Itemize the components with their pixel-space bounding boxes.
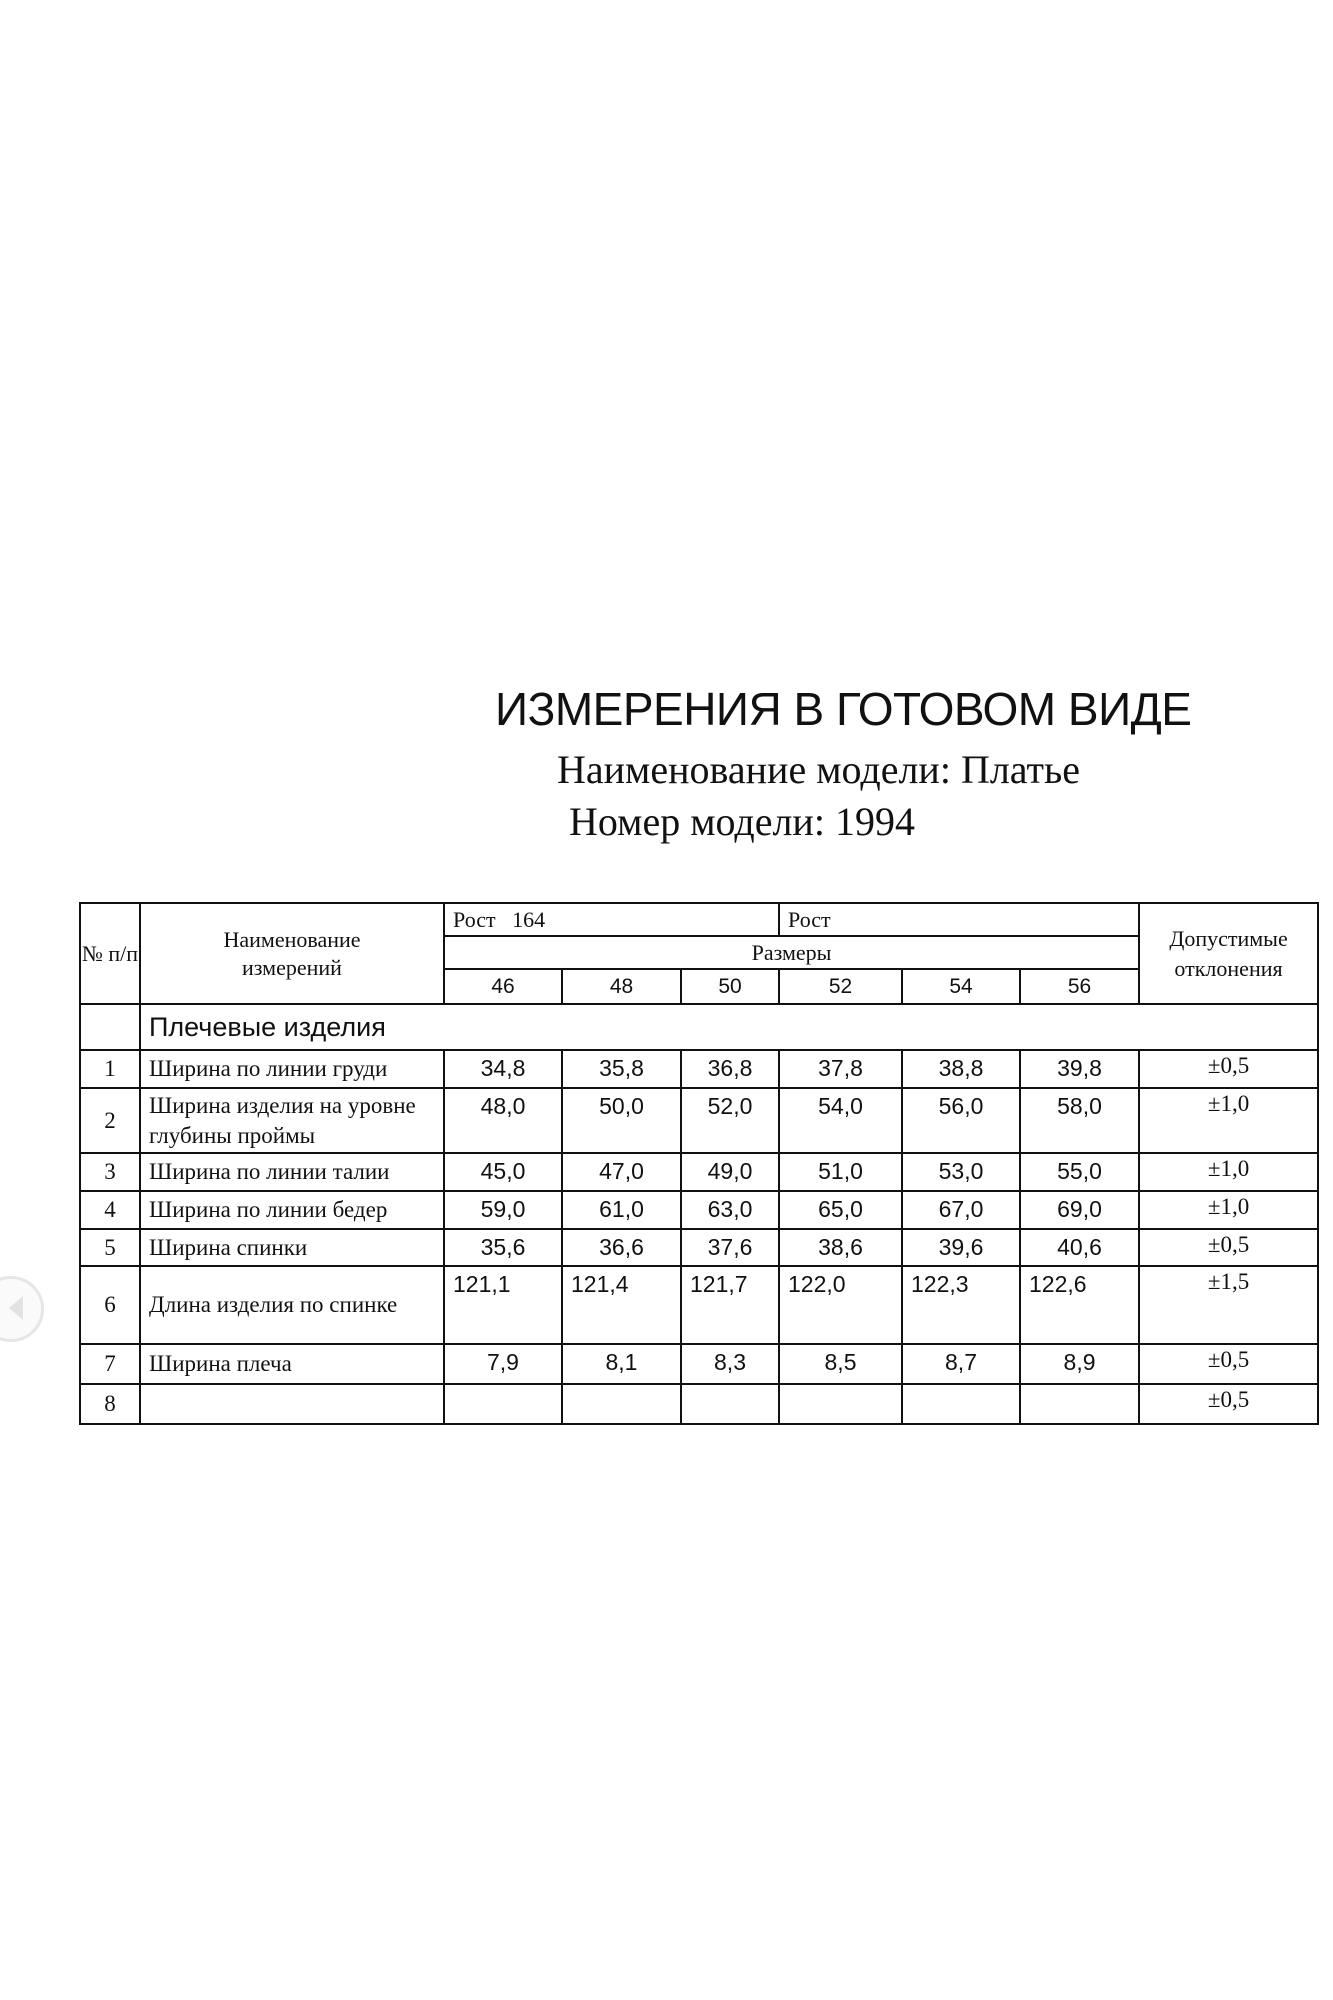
measurement-name: Длина изделия по спинке [140, 1266, 444, 1344]
measurement-value: 122,0 [779, 1266, 902, 1344]
measurement-value: 69,0 [1020, 1191, 1139, 1229]
measurement-value: 35,8 [562, 1050, 681, 1088]
row-number: 5 [80, 1229, 140, 1266]
previous-image-button[interactable] [0, 1276, 44, 1342]
table-row [80, 1191, 1318, 1229]
measurement-value: 38,6 [779, 1229, 902, 1266]
row-number: 6 [80, 1266, 140, 1344]
row-number: 7 [80, 1344, 140, 1384]
measurement-value: 54,0 [779, 1088, 902, 1153]
measurement-name: Ширина спинки [140, 1229, 444, 1266]
tolerance-value: ±0,5 [1139, 1384, 1318, 1424]
tolerance-value: ±0,5 [1139, 1229, 1318, 1266]
size-54: 54 [902, 969, 1020, 1004]
measurement-value: 39,8 [1020, 1050, 1139, 1088]
measurement-value: 8,7 [902, 1344, 1020, 1384]
measurement-value: 38,8 [902, 1050, 1020, 1088]
measurements-table [79, 902, 1319, 1425]
header-sizes: Размеры [444, 936, 1139, 969]
table-row [80, 1266, 1318, 1344]
measurement-value [681, 1384, 779, 1424]
measurement-name: Ширина по линии груди [140, 1050, 444, 1088]
measurement-value: 8,9 [1020, 1344, 1139, 1384]
measurement-value: 50,0 [562, 1088, 681, 1153]
measurement-value: 53,0 [902, 1153, 1020, 1191]
measurement-value: 39,6 [902, 1229, 1020, 1266]
tolerance-value: ±1,0 [1139, 1191, 1318, 1229]
measurement-value: 65,0 [779, 1191, 902, 1229]
tolerance-value: ±0,5 [1139, 1344, 1318, 1384]
measurement-value: 47,0 [562, 1153, 681, 1191]
section-title: Плечевые изделия [140, 1004, 1318, 1050]
measurement-name [140, 1384, 444, 1424]
model-name: Наименование модели: Платье [557, 747, 1080, 792]
measurement-value: 45,0 [444, 1153, 562, 1191]
measurement-name: Ширина плеча [140, 1344, 444, 1384]
tolerance-value: ±1,5 [1139, 1266, 1318, 1344]
measurement-value [444, 1384, 562, 1424]
measurement-value: 36,6 [562, 1229, 681, 1266]
measurement-value: 8,3 [681, 1344, 779, 1384]
measurement-value: 36,8 [681, 1050, 779, 1088]
measurement-value: 7,9 [444, 1344, 562, 1384]
size-50: 50 [681, 969, 779, 1004]
header-tolerance: Допустимые отклонения [1139, 903, 1318, 1004]
measurement-value: 56,0 [902, 1088, 1020, 1153]
measurement-value [562, 1384, 681, 1424]
measurement-value: 67,0 [902, 1191, 1020, 1229]
measurements-table-container [79, 902, 1319, 1416]
measurement-value: 55,0 [1020, 1153, 1139, 1191]
measurement-name: Ширина по линии талии [140, 1153, 444, 1191]
header-number: № п/п [80, 903, 140, 1004]
measurement-value [1020, 1384, 1139, 1424]
measurement-value: 63,0 [681, 1191, 779, 1229]
measurement-name: Ширина изделия на уровне глубины проймы [140, 1088, 444, 1153]
measurement-value: 49,0 [681, 1153, 779, 1191]
header-measurement-name: Наименование измерений [140, 903, 444, 1004]
size-48: 48 [562, 969, 681, 1004]
tolerance-value: ±1,0 [1139, 1153, 1318, 1191]
table-row [80, 1344, 1318, 1384]
measurement-value: 59,0 [444, 1191, 562, 1229]
measurement-value: 122,3 [902, 1266, 1020, 1344]
table-row [80, 1153, 1318, 1191]
tolerance-value: ±1,0 [1139, 1088, 1318, 1153]
measurement-value: 37,8 [779, 1050, 902, 1088]
header-height-164: Рост 164 [444, 903, 779, 936]
model-number: Номер модели: 1994 [569, 799, 915, 844]
measurement-value: 121,1 [444, 1266, 562, 1344]
measurement-value: 34,8 [444, 1050, 562, 1088]
measurement-value [779, 1384, 902, 1424]
table-row [80, 1384, 1318, 1424]
row-number: 3 [80, 1153, 140, 1191]
table-row [80, 1088, 1318, 1153]
measurement-value: 35,6 [444, 1229, 562, 1266]
measurement-value: 58,0 [1020, 1088, 1139, 1153]
measurement-value: 61,0 [562, 1191, 681, 1229]
header-height: Рост [779, 903, 1139, 936]
size-46: 46 [444, 969, 562, 1004]
measurement-value: 48,0 [444, 1088, 562, 1153]
section-empty-cell [80, 1004, 140, 1050]
page-title: ИЗМЕРЕНИЯ В ГОТОВОМ ВИДЕ [495, 683, 1192, 735]
table-row [80, 1229, 1318, 1266]
measurement-value: 121,7 [681, 1266, 779, 1344]
row-number: 8 [80, 1384, 140, 1424]
size-52: 52 [779, 969, 902, 1004]
measurement-value: 51,0 [779, 1153, 902, 1191]
measurement-value: 8,5 [779, 1344, 902, 1384]
measurement-value: 37,6 [681, 1229, 779, 1266]
table-row [80, 1050, 1318, 1088]
size-56: 56 [1020, 969, 1139, 1004]
chevron-left-icon [9, 1296, 23, 1320]
row-number: 1 [80, 1050, 140, 1088]
measurement-value: 122,6 [1020, 1266, 1139, 1344]
measurement-value [902, 1384, 1020, 1424]
measurement-value: 52,0 [681, 1088, 779, 1153]
measurement-name: Ширина по линии бедер [140, 1191, 444, 1229]
tolerance-value: ±0,5 [1139, 1050, 1318, 1088]
measurement-value: 121,4 [562, 1266, 681, 1344]
row-number: 2 [80, 1088, 140, 1153]
measurement-value: 8,1 [562, 1344, 681, 1384]
measurement-value: 40,6 [1020, 1229, 1139, 1266]
row-number: 4 [80, 1191, 140, 1229]
